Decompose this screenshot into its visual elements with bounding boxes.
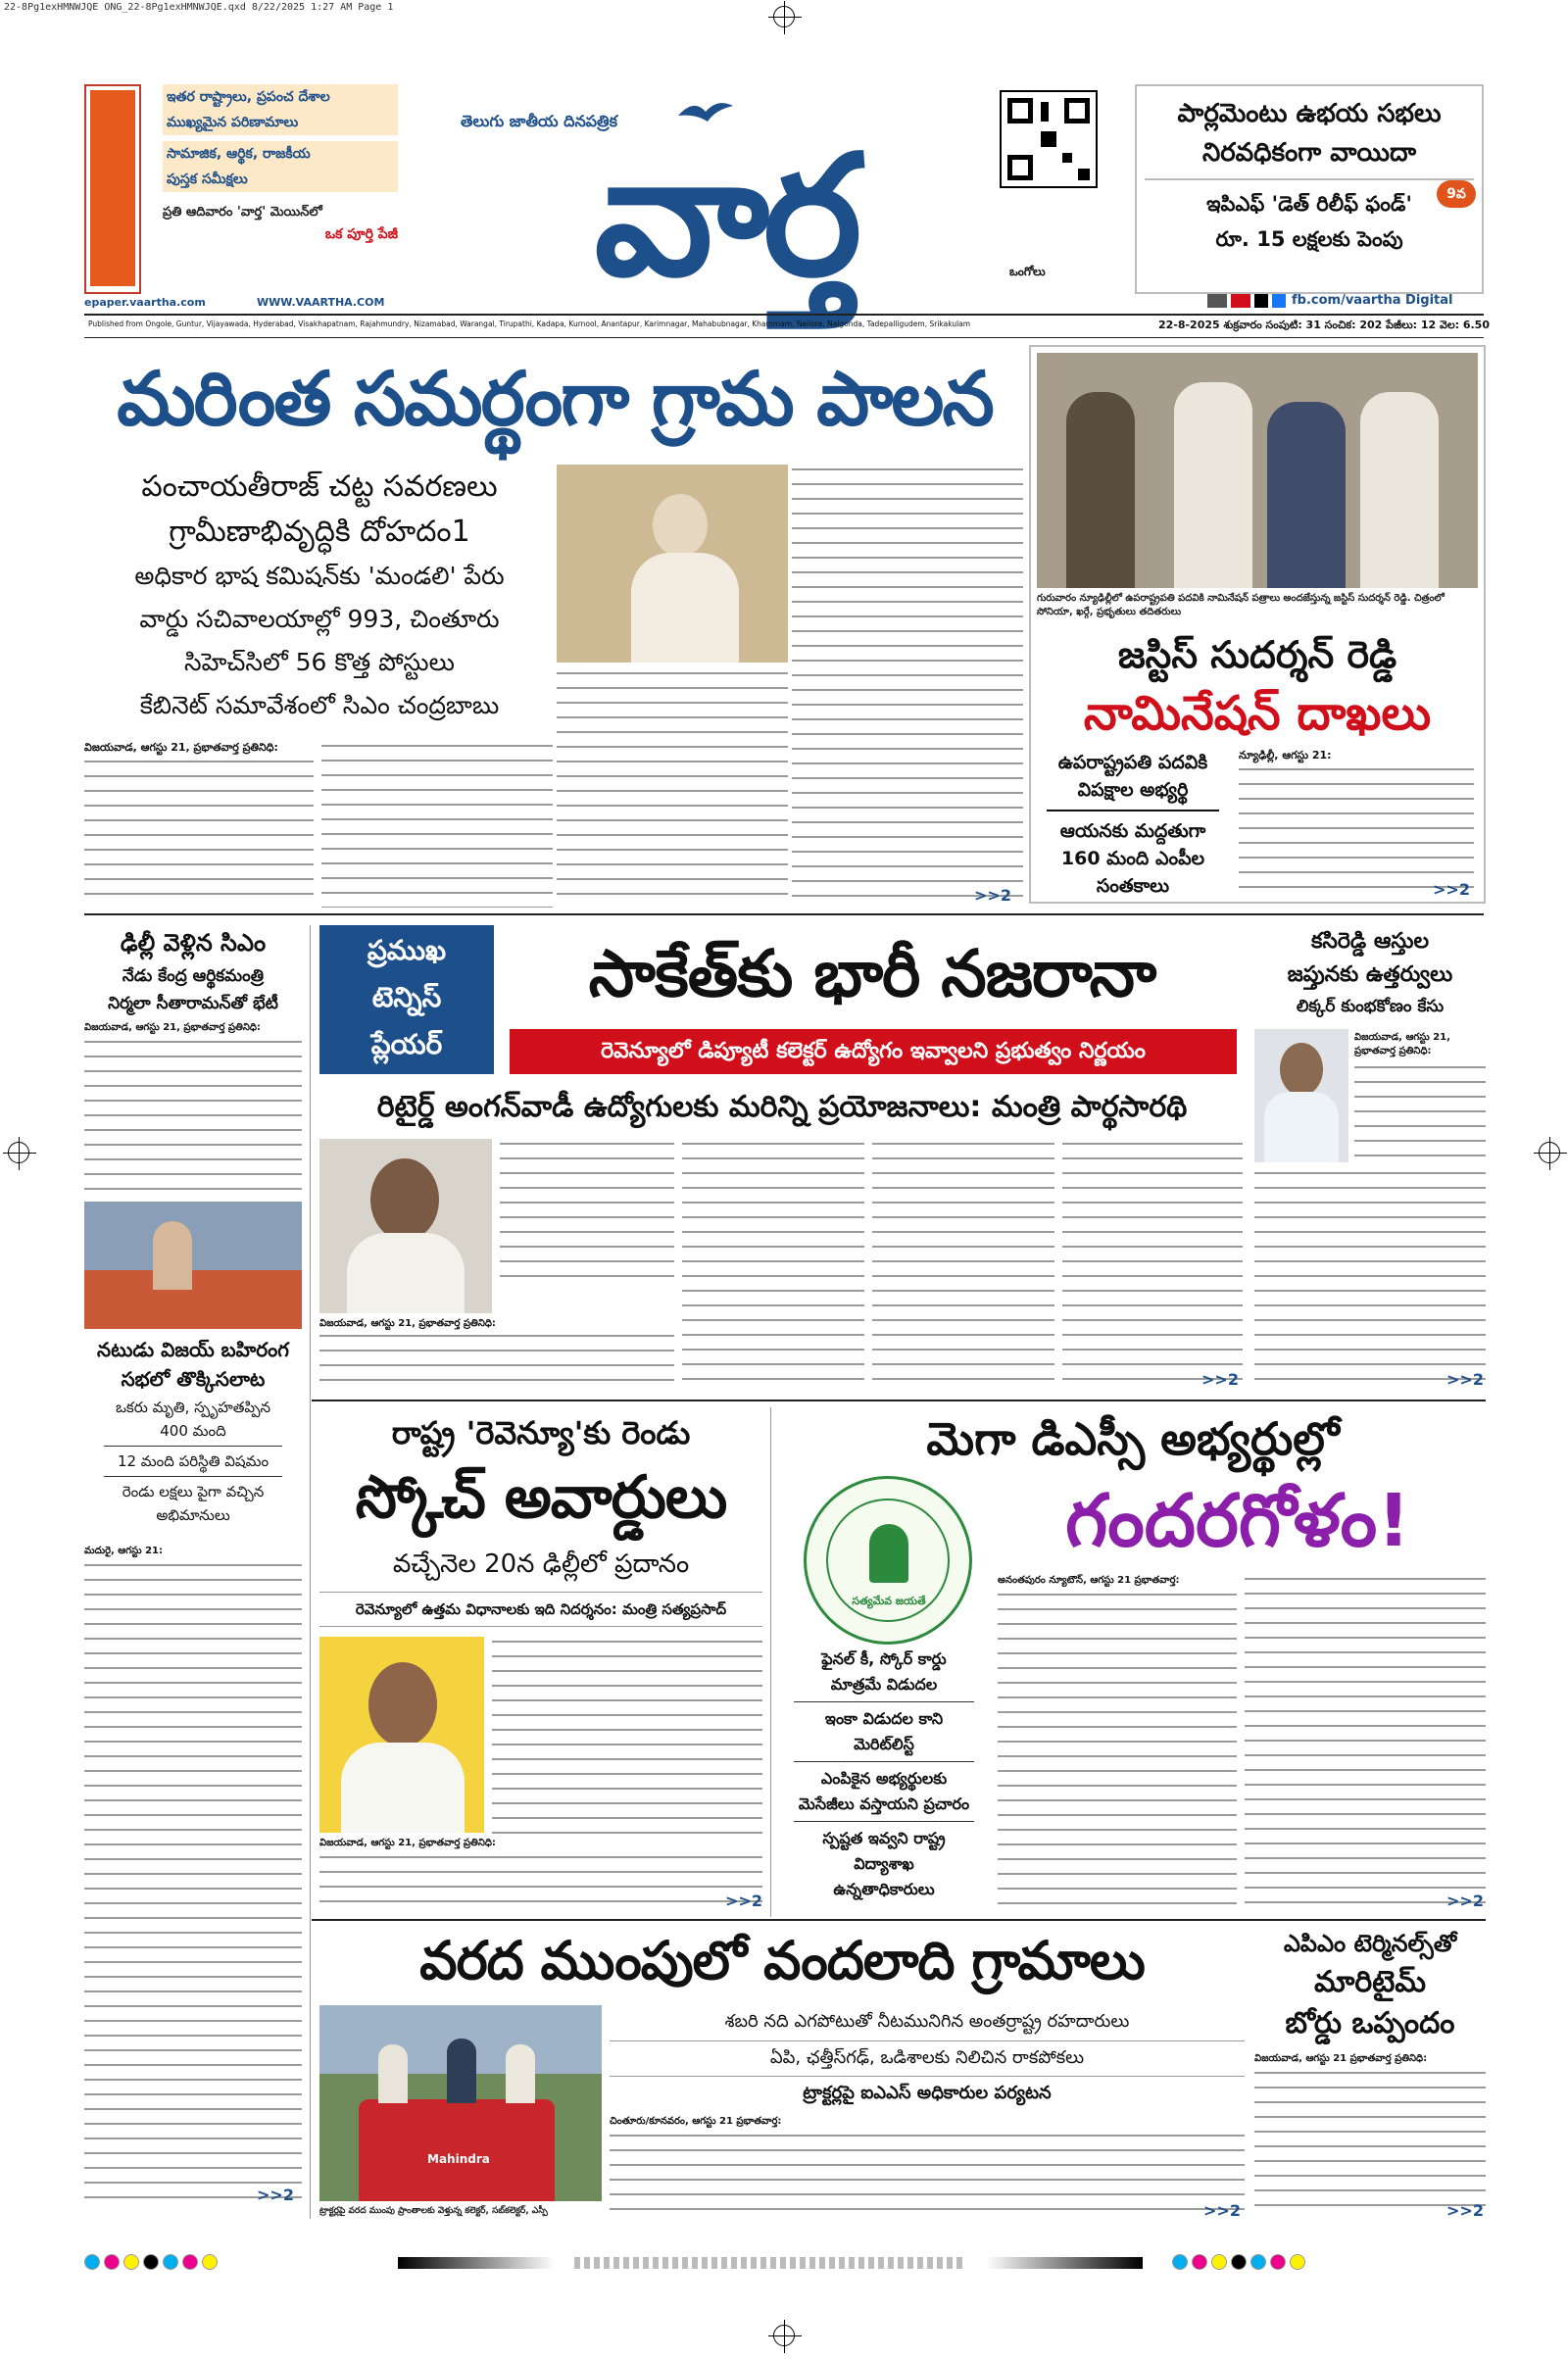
- saketh-headline: సాకేత్‌కు భారీ నజరానా: [588, 936, 1156, 1011]
- saketh-body-col2: [682, 1139, 864, 1390]
- saketh-body-col3: [872, 1139, 1054, 1390]
- lead-subhead: అధికార భాష కమిషన్‌కు 'మండలి' పేరు: [134, 562, 505, 590]
- maritime-body: [1254, 2068, 1486, 2219]
- dsc-point-line: ఎంపికైన అభ్యర్థులకు: [820, 1769, 948, 1788]
- kasireddy-headline: [1254, 925, 1486, 1021]
- section-rule: [312, 1400, 1486, 1401]
- dsc-point-line: విద్యాశాఖ: [854, 1854, 914, 1873]
- skoch-body-col1: [492, 1637, 762, 1837]
- lead-subhead: వార్డు సచివాలయాల్లో 993, చింతూరు: [139, 605, 500, 633]
- delhi-body: [84, 1037, 302, 1194]
- color-swatch: [1290, 2254, 1305, 2270]
- lead-subheads: [84, 465, 555, 727]
- continued-marker: >>2: [257, 2186, 294, 2204]
- continued-marker: >>2: [1446, 2201, 1484, 2220]
- column-rule: [310, 925, 311, 2219]
- masthead-rule: [84, 314, 1484, 316]
- published-from: Published from Ongole, Guntur, Vijayawada, Hyderabad, Visakhapatnam, Rajahmundry, Nizamabad, Warangal, Tirupathi, Kadapa, Kurnool, Anantapur, Karimnagar, Mahabubnagar, Khammam, Nellore, Nalgonda, Tadepalligudem, Srikakulam: [88, 319, 971, 328]
- masthead-logo: వార్త: [594, 118, 857, 314]
- skoch-body-col0: [319, 1852, 762, 1909]
- website-url[interactable]: WWW.VAARTHA.COM: [257, 296, 385, 309]
- swatch-group-right: [1172, 2254, 1466, 2272]
- vijay-headline: [84, 1335, 302, 1394]
- slug-line: 22-8Pg1exHMNWJQE ONG_22-8Pg1exHMNWJQE.qxd 8/22/2025 1:27 AM Page 1: [4, 2, 394, 13]
- dsc-byline: అనంతపురం న్యూటౌన్, ఆగస్టు 21 ప్రభాతవార్త:: [998, 1575, 1180, 1586]
- section-rule: [84, 913, 1484, 915]
- vijay-sub-line: అభిమానులు: [156, 1506, 230, 1524]
- kasireddy-body-side: [1354, 1062, 1486, 1162]
- saketh-byline: విజయవాడ, ఆగస్టు 21, ప్రభాతవార్త ప్రతినిధి:: [319, 1318, 496, 1329]
- maritime-byline: విజయవాడ, ఆగస్టు 21 ప్రభాతవార్త ప్రతినిధి:: [1254, 2053, 1428, 2064]
- vijay-sub-line: 400 మంది: [160, 1422, 226, 1440]
- kasireddy-body: [1254, 1168, 1486, 1390]
- flood-sub1: శబరి నది ఎగపోటుతో నీటమునిగిన అంతర్రాష్ట్ర రహదారులు: [724, 2011, 1130, 2032]
- anganwadi-headline: రిటైర్డ్ అంగన్‌వాడీ ఉద్యోగులకు మరిన్ని ప్రయోజనాలు: మంత్రి పార్థసారథి: [376, 1090, 1188, 1124]
- vijay-sub: [84, 1396, 302, 1527]
- vijay-body: [84, 1560, 302, 2201]
- minister-photo: [319, 1139, 492, 1313]
- continued-marker: >>2: [1446, 1370, 1484, 1389]
- saketh-kicker-line: టెన్నిస్: [371, 981, 442, 1013]
- nomination-byline: న్యూఢిల్లీ, ఆగస్టు 21:: [1239, 749, 1332, 762]
- vijay-byline: మదురై, ఆగస్టు 21:: [84, 1546, 163, 1556]
- continued-marker: >>2: [1203, 2201, 1241, 2220]
- section-rule: [312, 1919, 1486, 1921]
- maritime-headline-line: ఎపిఎం టెర్మినల్స్‌తో: [1283, 1930, 1457, 1957]
- promo-line: ఒక పూర్తి పేజీ: [324, 226, 398, 242]
- lead-headline: మరింత సమర్థంగా గ్రామ పాలన: [117, 355, 993, 442]
- registration-mark-top: [773, 6, 795, 27]
- dsc-point-line: ఫైనల్ కీ, స్కోర్ కార్డు: [821, 1649, 947, 1668]
- saketh-body-col1: [500, 1139, 674, 1282]
- lead-byline: విజయవాడ, ఆగస్టు 21, ప్రభాతవార్త ప్రతినిధి:: [84, 741, 278, 754]
- epaper-url[interactable]: epaper.vaartha.com: [84, 296, 206, 309]
- registration-mark-right: [1539, 1142, 1560, 1163]
- promo-line: ఇతర రాష్ట్రాలు, ప్రపంచ దేశాల: [163, 84, 398, 110]
- flood-sub3: ట్రాక్టర్లపై ఐఎఎస్ అధికారుల పర్యటన: [610, 2076, 1245, 2110]
- dsc-point-line: ఉన్నతాధికారులు: [833, 1880, 935, 1898]
- registration-mark-bottom: [773, 2325, 795, 2346]
- saketh-body-col4: [1062, 1139, 1243, 1390]
- sunday-logo: [84, 84, 141, 294]
- promo-line: ముఖ్యమైన పరిణామాలు: [163, 110, 398, 135]
- delhi-byline: విజయవాడ, ఆగస్టు 21, ప్రభాతవార్త ప్రతినిధి:: [84, 1022, 261, 1033]
- dateline-rule: [84, 337, 1484, 338]
- saketh-kicker-line: ప్రముఖ: [367, 934, 447, 966]
- vijay-rally-photo: [84, 1202, 302, 1329]
- nomination-photo: [1037, 353, 1478, 588]
- nomination-sub: [1037, 749, 1229, 900]
- kasireddy-photo: [1254, 1029, 1348, 1162]
- dsc-point-line: ఇంకా విడుదల కాని: [824, 1709, 944, 1728]
- grey-ramp: [398, 2257, 555, 2269]
- color-swatch: [123, 2254, 139, 2270]
- lead-body-col0: [84, 757, 314, 908]
- skoch-line: రెవెన్యూలో ఉత్తమ విధానాలకు ఇది నిదర్శనం: మంత్రి సత్యప్రసాద్: [319, 1592, 762, 1627]
- teaser-top-line: పార్లమెంటు ఉభయ సభలు: [1177, 99, 1442, 128]
- dsc-points: [780, 1646, 988, 1902]
- dsc-body-col1: [1245, 1574, 1486, 1909]
- nomination-sub-line: ఉపరాష్ట్రపతి పదవికి: [1057, 752, 1208, 773]
- lead-subhead: పంచాయతీరాజ్ చట్ట సవరణలు: [141, 469, 498, 504]
- dateline: 22-8-2025 శుక్రవారం సంపుటి: 31 సంచిక: 202 పేజీలు: 12 వెల: 6.50: [1157, 319, 1490, 331]
- x-icon[interactable]: [1254, 294, 1268, 308]
- nomination-sub-line: విపక్షాల అభ్యర్థి: [1077, 779, 1189, 801]
- lead-subhead: కేబినెట్ సమావేశంలో సిఎం చంద్రబాబు: [139, 691, 500, 719]
- maritime-headline: [1254, 1925, 1486, 2044]
- vijay-sub-line: ఒకరు మృతి, స్పృహతప్పిన: [115, 1399, 271, 1416]
- dsc-point-line: మాత్రమే విడుదల: [830, 1675, 938, 1694]
- nomination-headline2: నామినేషన్ దాఖలు: [1083, 686, 1432, 741]
- maritime-headline-line: మారిటైమ్: [1313, 1965, 1427, 1999]
- dsc-headline2: గందరగోళం!: [1065, 1479, 1410, 1563]
- dsc-point-line: స్పష్టత ఇవ్వని రాష్ట్ర: [822, 1829, 946, 1847]
- saketh-kicker-line: ప్లేయర్: [370, 1028, 443, 1060]
- kasireddy-sub: లిక్కర్ కుంభకోణం కేసు: [1296, 997, 1445, 1016]
- facebook-icon[interactable]: [1272, 294, 1286, 308]
- kasireddy-byline: విజయవాడ, ఆగస్టు 21, ప్రభాతవార్త ప్రతినిధి:: [1354, 1032, 1450, 1057]
- social-handle[interactable]: fb.com/vaartha Digital: [1292, 293, 1453, 308]
- registration-mark-left: [8, 1142, 29, 1163]
- skoch-headline: స్కోచ్ అవార్డులు: [355, 1463, 727, 1532]
- delhi-sub-line: నిర్మలా సీతారామన్‌తో భేటీ: [108, 994, 278, 1013]
- promo-line: సామాజిక, ఆర్థిక, రాజకీయ: [163, 141, 398, 167]
- vijay-headline-line: నటుడు విజయ్ బహిరంగ: [97, 1338, 289, 1361]
- email-icon[interactable]: [1207, 294, 1227, 308]
- saketh-banner: రెవెన్యూలో డిప్యూటీ కలెక్టర్ ఉద్యోగం ఇవ్వాలని ప్రభుత్వం నిర్ణయం: [510, 1029, 1237, 1074]
- tractor-brand: Mahindra: [427, 2152, 490, 2166]
- flood-headline: వరద ముంపులో వందలాది గ్రామాలు: [419, 1930, 1145, 1991]
- flood-byline: చింతూరు/కూనవరం, ఆగస్టు 21 ప్రభాతవార్త:: [610, 2116, 782, 2127]
- qr-code-icon[interactable]: [1000, 90, 1098, 188]
- maritime-headline-line: బోర్డు ఒప్పందం: [1285, 2006, 1455, 2040]
- tagline: తెలుగు జాతీయ దినపత్రిక: [461, 112, 617, 130]
- delhi-headline: ఢిల్లీ వెళ్లిన సిఎం: [120, 929, 267, 957]
- kasireddy-headline-line: కసిరెడ్డి ఆస్తుల: [1310, 929, 1430, 954]
- continued-marker: >>2: [1433, 880, 1470, 899]
- color-swatch: [1211, 2254, 1227, 2270]
- delhi-sub-line: నేడు కేంద్ర ఆర్థికమంత్రి: [122, 966, 265, 986]
- promo-line: ప్రతి ఆదివారం 'వార్త' మెయిన్‌లో: [163, 205, 322, 220]
- nomination-headline1: జస్టిస్ సుదర్శన్ రెడ్డి: [1117, 633, 1397, 676]
- color-swatch: [182, 2254, 198, 2270]
- skoch-byline: విజయవాడ, ఆగస్టు 21, ప్రభాతవార్త ప్రతినిధి:: [319, 1838, 496, 1848]
- dsc-headline1: మెగా డిఎస్సీ అభ్యర్థుల్లో: [926, 1412, 1340, 1465]
- flood-caption: ట్రాక్టర్లపై వరద ముంపు ప్రాంతాలకు వెళ్తున్న కలెక్టర్, సబ్‌కలెక్టర్, ఎస్పీ: [319, 2206, 548, 2216]
- color-swatch: [1250, 2254, 1266, 2270]
- nomination-sub-line: సంతకాలు: [1096, 875, 1170, 897]
- flood-photo: [319, 2005, 602, 2201]
- color-swatch: [104, 2254, 120, 2270]
- satyaprasad-photo: [319, 1637, 484, 1833]
- lead-body-col1: [321, 741, 553, 908]
- dsc-point-line: మెసేజీలు వస్తాయని ప్రచారం: [798, 1794, 970, 1813]
- saketh-kicker: [319, 925, 494, 1074]
- dsc-body-col0: [998, 1590, 1237, 1909]
- color-swatch: [1270, 2254, 1286, 2270]
- lead-body-col3: [792, 465, 1023, 908]
- color-swatch: [143, 2254, 159, 2270]
- vijay-sub-line: 12 మంది పరిస్థితి విషమం: [117, 1452, 270, 1470]
- grey-ramp: [986, 2257, 1143, 2269]
- teaser-page-badge: 9వ: [1437, 180, 1476, 208]
- color-swatch: [163, 2254, 178, 2270]
- flood-body: [610, 2131, 1245, 2219]
- teaser-bottom-line: ఇపిఎఫ్ 'డెత్ రిలీఫ్ ఫండ్': [1206, 192, 1412, 216]
- continued-marker: >>2: [1201, 1370, 1239, 1389]
- skoch-sub: వచ్చేనెల 20న ఢిల్లీలో ప్రదానం: [392, 1549, 690, 1579]
- lead-body-col2: [557, 668, 788, 908]
- skoch-kicker: రాష్ట్ర 'రెవెన్యూ'కు రెండు: [391, 1414, 691, 1451]
- continued-marker: >>2: [974, 886, 1011, 905]
- color-swatch: [84, 2254, 100, 2270]
- nomination-body: [1239, 764, 1474, 892]
- color-swatch: [1231, 2254, 1247, 2270]
- nomination-sub-line: ఆయనకు మద్దతుగా: [1059, 820, 1206, 842]
- column-rule: [770, 1407, 771, 1917]
- teaser-box: [1135, 84, 1484, 294]
- lead-subhead: గ్రామీణాభివృద్ధికి దోహదం1: [169, 515, 470, 549]
- color-swatch: [1172, 2254, 1188, 2270]
- saketh-body-col0: [319, 1331, 674, 1390]
- nomination-sub-line: 160 మంది ఎంపీల: [1060, 848, 1205, 869]
- teaser-bottom-line: రూ. 15 లక్షలకు పెంపు: [1215, 227, 1403, 251]
- vijay-headline-line: సభలో తొక్కిసలాట: [121, 1367, 266, 1391]
- edition-label: ఒంగోలు: [1009, 265, 1046, 278]
- cm-photo: [557, 465, 788, 663]
- lead-subhead: సిహెచ్‌సిలో 56 కొత్త పోస్టులు: [184, 648, 455, 676]
- tint-bar: [574, 2257, 966, 2269]
- dsc-point-line: మెరిట్‌లిస్ట్: [854, 1735, 914, 1753]
- swatch-group-left: [84, 2254, 378, 2272]
- continued-marker: >>2: [725, 1892, 762, 1910]
- color-bar: [84, 2254, 1486, 2272]
- promo-left: [163, 84, 398, 300]
- seal-text: సత్యమేవ జయతే: [852, 1595, 926, 1607]
- teaser-top-line: నిరవధికంగా వాయిదా: [1202, 138, 1416, 168]
- ap-seal-emblem: [804, 1476, 972, 1645]
- kasireddy-headline-line: జప్తునకు ఉత్తర్వులు: [1287, 962, 1453, 987]
- flood-sub2: ఏపి, ఛత్తీస్‌గఢ్, ఒడిశాలకు నిలిచిన రాకపోకలు: [610, 2040, 1245, 2075]
- continued-marker: >>2: [1446, 1892, 1484, 1910]
- vijay-sub-line: రెండు లక్షలు పైగా వచ్చిన: [122, 1483, 265, 1500]
- delhi-sub: [84, 962, 302, 1017]
- color-swatch: [202, 2254, 218, 2270]
- nomination-caption: గురువారం న్యూఢిల్లీలో ఉపరాష్ట్రపతి పదవికి నామినేషన్ పత్రాలు అందజేస్తున్న జస్టిస్ సుదర్శన్ రెడ్డి. చిత్రంలో సోనియా, ఖర్గే, ప్రభృతులు తదితరులు: [1037, 593, 1445, 617]
- color-swatch: [1192, 2254, 1207, 2270]
- youtube-icon[interactable]: [1231, 294, 1250, 308]
- promo-line: పుస్తక సమీక్షలు: [163, 167, 398, 192]
